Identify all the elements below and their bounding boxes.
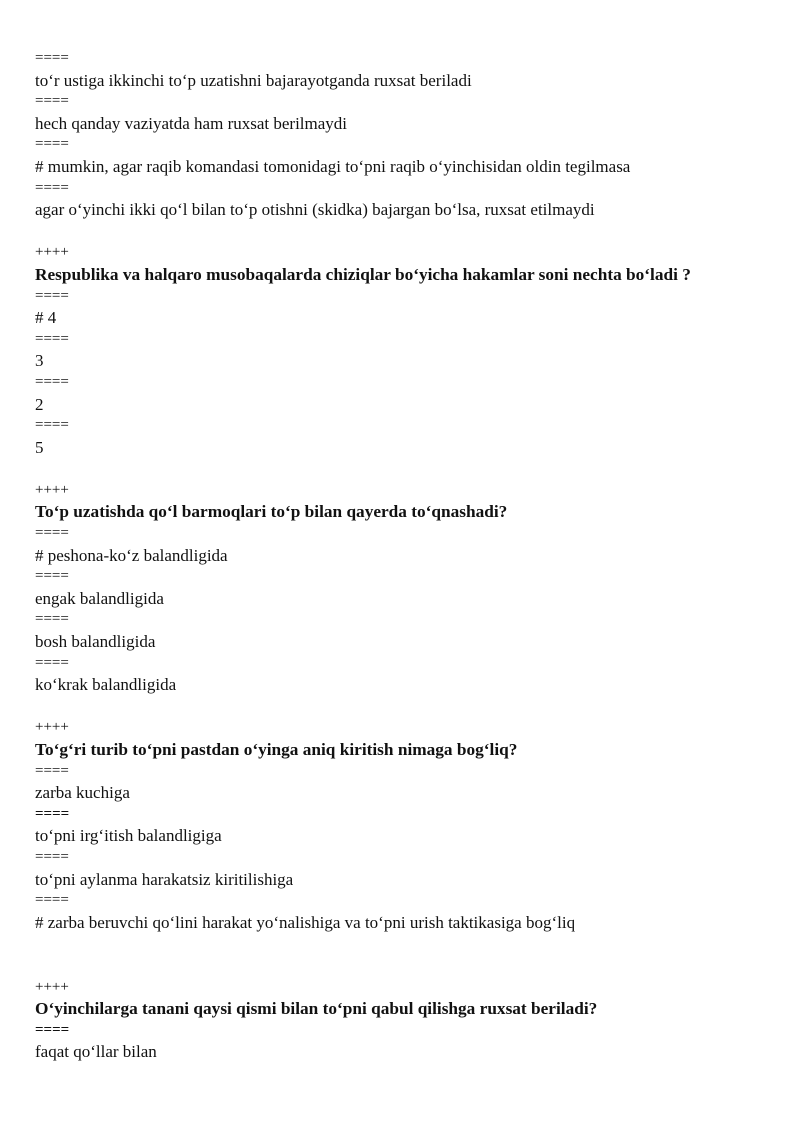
question-marker: ++++ <box>35 481 69 498</box>
answer-option: engak balandligida <box>35 588 164 608</box>
question-marker: ++++ <box>35 978 69 995</box>
separator: ==== <box>35 568 69 585</box>
answer-option: to‘pni aylanma harakatsiz kiritilishiga <box>35 869 294 889</box>
question-text: To‘g‘ri turib to‘pni pastdan o‘yinga aniq kiritish nimaga bog‘liq? <box>35 740 518 759</box>
answer-option: ko‘krak balandligida <box>35 675 177 695</box>
answer-option: 5 <box>35 437 44 457</box>
answer-option: agar o‘yinchi ikki qo‘l bilan to‘p otishni (skidka) bajargan bo‘lsa, ruxsat etilmaydi <box>35 200 595 220</box>
answer-option: # peshona-ko‘z balandligida <box>35 545 228 565</box>
answer-option: # mumkin, agar raqib komandasi tomonidagi to‘pni raqib o‘yinchisidan oldin tegilmasa <box>35 156 631 176</box>
separator: ==== <box>35 136 69 153</box>
document-page <box>35 48 775 1063</box>
separator: ==== <box>35 762 69 779</box>
separator: ==== <box>35 93 69 110</box>
question-text: Respublika va halqaro musobaqalarda chiziqlar bo‘yicha hakamlar soni nechta bo‘ladi ? <box>35 264 691 284</box>
separator: ==== <box>35 287 69 304</box>
question-marker: ++++ <box>35 244 69 261</box>
answer-option: bosh balandligida <box>35 632 156 652</box>
separator: ==== <box>35 50 69 66</box>
separator: ==== <box>35 330 69 347</box>
separator: ==== <box>35 611 69 628</box>
answer-option: 3 <box>35 351 44 371</box>
answer-option: faqat qo‘llar bilan <box>35 1042 157 1062</box>
question-text: To‘p uzatishda qo‘l barmoqlari to‘p bilan qayerda to‘qnashadi? <box>35 502 508 522</box>
separator: ==== <box>35 848 69 865</box>
answer-option: zarba kuchiga <box>35 783 130 803</box>
answer-option: to‘pni irg‘itish balandligiga <box>35 826 222 846</box>
separator: ==== <box>35 1021 70 1038</box>
separator: ==== <box>35 892 69 909</box>
answer-option: to‘r ustiga ikkinchi to‘p uzatishni bajarayotganda ruxsat beriladi <box>35 70 472 90</box>
separator: ==== <box>35 805 70 822</box>
separator: ==== <box>35 417 69 434</box>
answer-option: # zarba beruvchi qo‘lini harakat yo‘nalishiga va to‘pni urish taktikasiga bog‘liq <box>35 912 576 932</box>
question-marker: ++++ <box>35 719 69 736</box>
separator: ==== <box>35 179 69 196</box>
answer-option: hech qanday vaziyatda ham ruxsat berilmaydi <box>35 113 348 133</box>
separator: ==== <box>35 525 69 542</box>
question-text: O‘yinchilarga tanani qaysi qismi bilan to‘pni qabul qilishga ruxsat beriladi? <box>35 999 598 1019</box>
answer-option: # 4 <box>35 308 57 328</box>
answer-option: 2 <box>35 394 44 414</box>
separator: ==== <box>35 373 69 390</box>
separator: ==== <box>35 654 69 671</box>
